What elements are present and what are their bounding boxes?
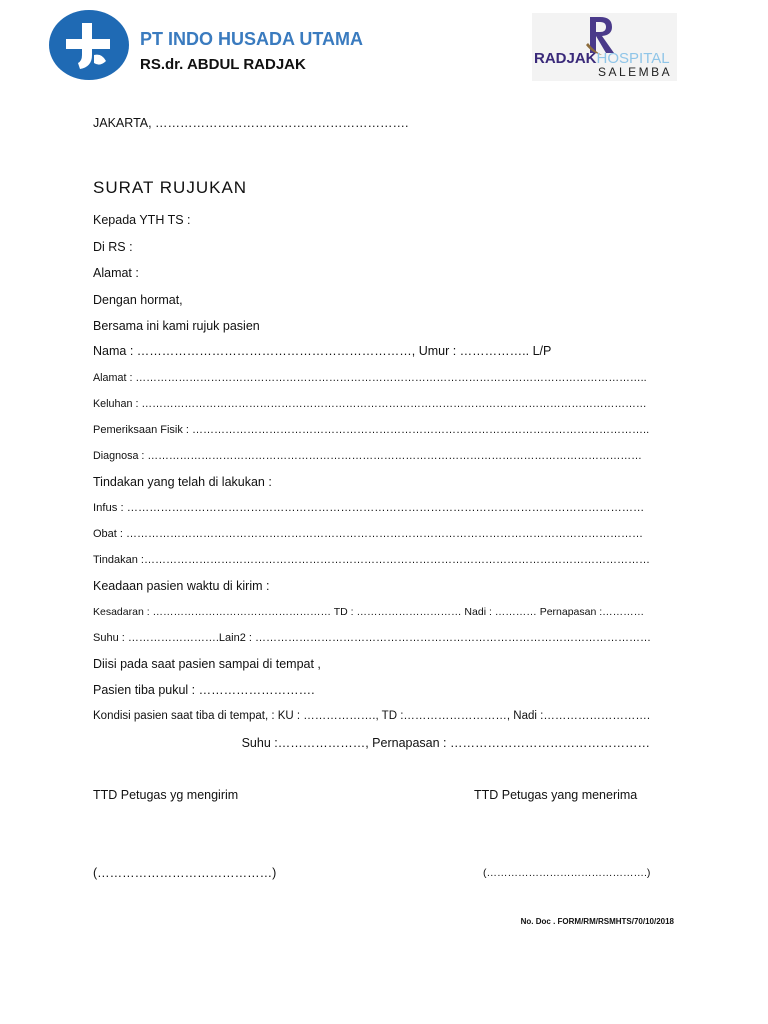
suhu-pernapasan-field: Suhu :…………………, Pernapasan : ………………………………………… [241, 736, 650, 750]
brand-accent: HOSPITAL [596, 50, 670, 67]
date-line: JAKARTA, ……………………………………………………. [93, 116, 409, 130]
sender-label: TTD Petugas yg mengirim [93, 788, 239, 802]
suhu-field: Suhu : …………………….Lain2 : ……………………………………………………………………………………………… [93, 632, 651, 644]
tindakan-header: Tindakan yang telah di lakukan : [93, 475, 272, 489]
diagnosa-field: Diagnosa : ………………………………………………………………………………………………………………………… [93, 450, 642, 462]
document-number: No. Doc . FORM/RM/RSMHTS/70/10/2018 [520, 917, 674, 926]
form-title: SURAT RUJUKAN [93, 178, 248, 197]
receiver-signature: (……………………………………….) [483, 867, 651, 879]
infus-field: Infus : ………………………………………………………………………………………………………………………… [93, 502, 645, 514]
address-label: Alamat : [93, 266, 139, 280]
greeting: Dengan hormat, [93, 293, 183, 307]
intro-text: Bersama ini kami rujuk pasien [93, 319, 260, 333]
hospital-name: RS.dr. ABDUL RADJAK [140, 56, 306, 73]
receiver-label: TTD Petugas yang menerima [474, 788, 638, 802]
radjak-hospital-logo [532, 13, 677, 81]
tiba-field: Pasien tiba pukul : ………………………. [93, 683, 315, 697]
obat-field: Obat : …………………………………………………………………………………………………………………………… [93, 528, 644, 540]
sender-signature: (……………………………………) [93, 866, 277, 880]
radjak-emblem-icon [584, 15, 618, 55]
pemeriksaan-field: Pemeriksaan Fisik : …………………………………………………………………………………………………………….. [93, 424, 650, 436]
to-label: Kepada YTH TS : [93, 213, 191, 227]
company-name: PT INDO HUSADA UTAMA [140, 29, 363, 49]
brand-main: RADJAK [534, 50, 597, 67]
tindakan-field: Tindakan :………………………………………………………………………………………………………………………… [93, 554, 650, 566]
company-logo [48, 9, 130, 81]
diisi-text: Diisi pada saat pasien sampai di tempat , [93, 657, 321, 671]
brand-location: SALEMBA [598, 65, 673, 79]
keadaan-header: Keadaan pasien waktu di kirim : [93, 579, 270, 593]
kondisi-field: Kondisi pasien saat tiba di tempat, : KU : ………………., TD :………………………, Nadi :………………………. [93, 710, 651, 722]
kesadaran-field: Kesadaran : …………………………………………… TD : ………………………… Nadi : ………… Pernapasan :………… [93, 606, 645, 618]
rs-label: Di RS : [93, 240, 133, 254]
name-field: Nama : …………………………………………………………, Umur : …………….. L/P [93, 344, 552, 358]
keluhan-field: Keluhan : …………………………………………………………………………………………………………………………… [93, 398, 647, 410]
alamat-field: Alamat : …………………………………………………………………………………………………………………………….. [93, 372, 647, 384]
